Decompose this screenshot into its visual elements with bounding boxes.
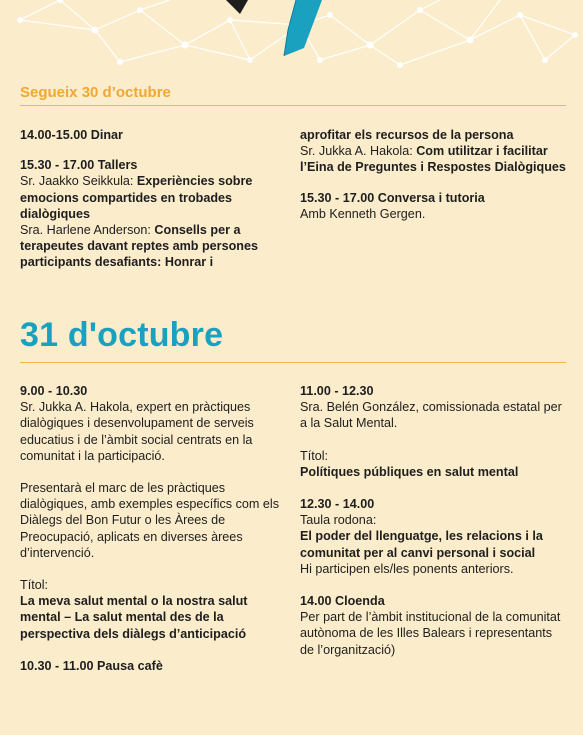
session2-title-label: Títol:	[300, 448, 328, 463]
talk-anderson: Consells per a terapeutes davant reptes amb persones participants desafiants: Honrar i	[20, 223, 258, 270]
network-illustration	[0, 0, 583, 70]
talk-anderson-cont: aprofitar els recursos de la persona	[300, 128, 514, 142]
talk-seikkula: Experiències sobre emocions compartides en trobades dialògiques	[20, 174, 253, 221]
talk-hakola: Com utilitzar i facilitar l’Eina de Preguntes i Respostes Dialògiques	[300, 144, 566, 175]
closing-time: 14.00 Cloenda	[300, 594, 385, 609]
session1-desc: Sr. Jukka A. Hakola, expert en pràctiques dialògiques i desenvolupament de serveis educatius i de l’àmbit social centrats en la comunitat i la participació.	[20, 400, 254, 463]
section-header-continue: Segueix 30 d’octubre	[20, 84, 566, 106]
lunch-time: 14.00-15.00 Dinar	[20, 128, 123, 142]
roundtable-desc: Hi participen els/les ponents anteriors.	[300, 561, 514, 576]
session1-desc2: Presentarà el marc de les pràctiques dialògiques, amb exemples específics com els Diàlegs del Bon Futur o les Àrees de Preocupació, aplicats en diverses àrees d’intervenció.	[20, 481, 279, 560]
session1-title: La meva salut mental o la nostra salut mental – La salut mental des de la perspectiva dels diàlegs d’anticipació	[20, 594, 248, 641]
teal-shape	[284, 0, 322, 56]
day31-divider	[20, 362, 566, 363]
day30-right-column	[300, 127, 566, 222]
speaker-anderson: Sra. Harlene Anderson:	[20, 223, 155, 238]
roundtable-title: El poder del llenguatge, les relacions i la comunitat per al canvi personal i social	[300, 529, 543, 560]
session3-time: 12.30 - 14.00	[300, 497, 375, 512]
coffee-break: 10.30 - 11.00 Pausa cafè	[20, 658, 163, 673]
conversation-time: 15.30 - 17.00 Conversa i tutoria	[300, 190, 485, 205]
day31-right-column	[300, 383, 568, 658]
roundtable-label: Taula rodona:	[300, 513, 377, 528]
workshop-2	[20, 222, 282, 271]
workshops-time: 15.30 - 17.00 Tallers	[20, 158, 138, 173]
session1-time: 9.00 - 10.30	[20, 384, 88, 398]
conversation-with: Amb Kenneth Gergen.	[300, 206, 426, 221]
workshop-1	[20, 173, 282, 222]
day31-title: 31 d'octubre	[20, 316, 224, 354]
workshop-3	[300, 143, 566, 175]
day31-left-column	[20, 383, 288, 674]
speaker-hakola: Sr. Jukka A. Hakola:	[300, 144, 417, 159]
session2-title: Polítiques públiques en salut mental	[300, 464, 519, 479]
closing-desc: Per part de l’àmbit institucional de la comunitat autònoma de les Illes Balears i representants de l’organització)	[300, 610, 561, 657]
day30-left-column	[20, 127, 282, 271]
dark-shape	[226, 0, 248, 14]
speaker-gonzalez: Sra. Belén González, comissionada estatal per a la Salut Mental.	[300, 400, 562, 431]
speaker-seikkula: Sr. Jaakko Seikkula:	[20, 174, 137, 189]
session1-title-label: Títol:	[20, 578, 48, 593]
session2-time: 11.00 - 12.30	[300, 384, 374, 398]
